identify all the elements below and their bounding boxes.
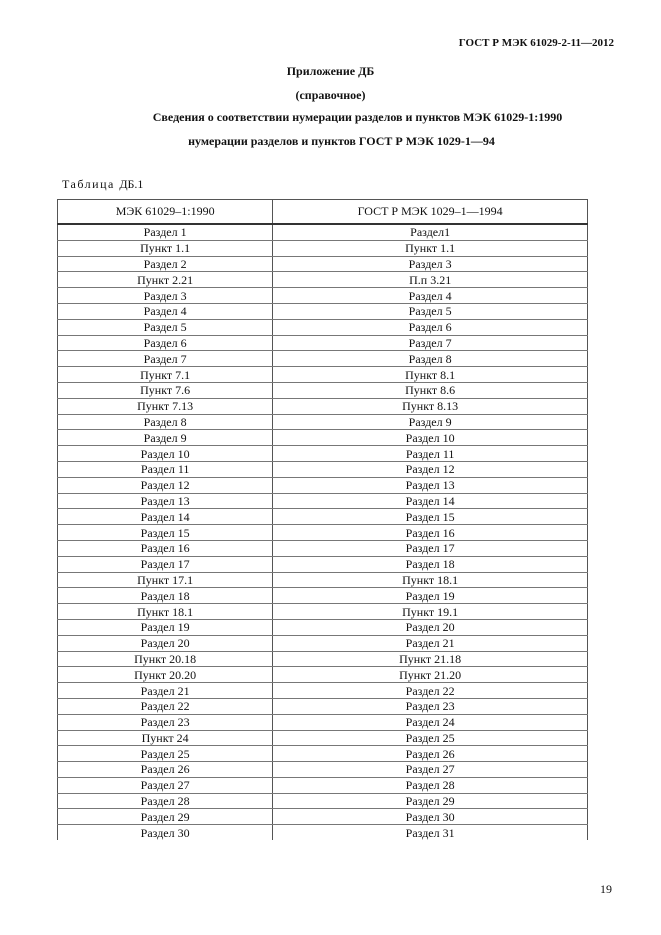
table-row — [58, 588, 588, 604]
table-row — [58, 556, 588, 572]
cell-iec-section: Раздел 16 — [58, 540, 273, 556]
cell-iec-section: Пункт 17.1 — [58, 572, 273, 588]
cell-gost-section: Раздел 6 — [273, 319, 588, 335]
table-row — [58, 256, 588, 272]
cell-gost-section: Раздел 16 — [273, 525, 588, 541]
cell-iec-section: Раздел 6 — [58, 335, 273, 351]
table-row — [58, 525, 588, 541]
table-row — [58, 493, 588, 509]
cell-gost-section: Раздел 28 — [273, 777, 588, 793]
appendix-title: Приложение ДБ — [286, 64, 375, 78]
cell-iec-section: Раздел 18 — [58, 588, 273, 604]
cell-iec-section: Раздел 28 — [58, 793, 273, 809]
cell-gost-section: Раздел 3 — [273, 256, 588, 272]
cell-gost-section: Раздел 7 — [273, 335, 588, 351]
table-row — [58, 240, 588, 256]
cell-gost-section: Пункт 19.1 — [273, 604, 588, 620]
table-row — [58, 809, 588, 825]
cell-iec-section: Раздел 17 — [58, 556, 273, 572]
table-row — [58, 303, 588, 319]
table-row — [58, 224, 588, 240]
cell-iec-section: Раздел 15 — [58, 525, 273, 541]
cell-iec-section: Раздел 20 — [58, 635, 273, 651]
table-row — [58, 572, 588, 588]
cell-gost-section: Раздел 25 — [273, 730, 588, 746]
table-row — [58, 635, 588, 651]
cell-gost-section: Пункт 21.20 — [273, 667, 588, 683]
cell-iec-section: Раздел 22 — [58, 698, 273, 714]
table-row — [58, 288, 588, 304]
cell-gost-section: П.п 3.21 — [273, 272, 588, 288]
cell-iec-section: Раздел 2 — [58, 256, 273, 272]
cell-iec-section: Пункт 2.21 — [58, 272, 273, 288]
cell-gost-section: Раздел 10 — [273, 430, 588, 446]
cell-gost-section: Раздел 9 — [273, 414, 588, 430]
appendix-type: (справочное) — [295, 88, 366, 102]
cell-gost-section: Раздел 19 — [273, 588, 588, 604]
cell-iec-section: Раздел 23 — [58, 714, 273, 730]
cell-iec-section: Раздел 5 — [58, 319, 273, 335]
cell-gost-section: Пункт 8.6 — [273, 382, 588, 398]
table-row — [58, 319, 588, 335]
table-row — [58, 509, 588, 525]
cell-iec-section: Пункт 20.18 — [58, 651, 273, 667]
cell-gost-section: Пункт 8.1 — [273, 367, 588, 383]
cell-iec-section: Раздел 10 — [58, 446, 273, 462]
table-row — [58, 477, 588, 493]
cell-gost-section: Раздел 12 — [273, 461, 588, 477]
cell-gost-section: Раздел 17 — [273, 540, 588, 556]
cell-gost-section: Пункт 18.1 — [273, 572, 588, 588]
cell-iec-section: Пункт 18.1 — [58, 604, 273, 620]
cell-iec-section: Раздел 26 — [58, 762, 273, 778]
table-caption-number: ДБ.1 — [119, 177, 144, 191]
cell-gost-section: Пункт 1.1 — [273, 240, 588, 256]
cell-iec-section: Пункт 7.13 — [58, 398, 273, 414]
heading-line-1: Сведения о соответствии нумерации разделов и пунктов МЭК 61029-1:1990 — [152, 110, 563, 124]
table-row — [58, 714, 588, 730]
table-header-row — [58, 200, 588, 225]
table-row — [58, 382, 588, 398]
cell-gost-section: Раздел 29 — [273, 793, 588, 809]
cell-iec-section: Раздел 13 — [58, 493, 273, 509]
cell-iec-section: Пункт 7.6 — [58, 382, 273, 398]
document-id: ГОСТ Р МЭК 61029-2-11—2012 — [458, 37, 614, 49]
cell-gost-section: Раздел 14 — [273, 493, 588, 509]
table-row — [58, 746, 588, 762]
table-caption — [62, 177, 143, 192]
cell-gost-section: Раздел 22 — [273, 683, 588, 699]
cell-gost-section: Раздел 5 — [273, 303, 588, 319]
table-row — [58, 272, 588, 288]
cell-iec-section: Раздел 11 — [58, 461, 273, 477]
table-row — [58, 619, 588, 635]
table-body — [58, 224, 588, 840]
cell-iec-section: Раздел 8 — [58, 414, 273, 430]
correspondence-table — [57, 199, 588, 840]
cell-gost-section: Раздел 18 — [273, 556, 588, 572]
cell-iec-section: Раздел 25 — [58, 746, 273, 762]
cell-gost-section: Раздел 4 — [273, 288, 588, 304]
cell-iec-section: Раздел 14 — [58, 509, 273, 525]
table-row — [58, 335, 588, 351]
cell-gost-section: Раздел 13 — [273, 477, 588, 493]
table-row — [58, 367, 588, 383]
cell-iec-section: Пункт 7.1 — [58, 367, 273, 383]
cell-gost-section: Раздел 27 — [273, 762, 588, 778]
cell-gost-section: Раздел 21 — [273, 635, 588, 651]
table-row — [58, 398, 588, 414]
cell-iec-section: Пункт 24 — [58, 730, 273, 746]
cell-iec-section: Раздел 29 — [58, 809, 273, 825]
table-row — [58, 430, 588, 446]
cell-gost-section: Пункт 21.18 — [273, 651, 588, 667]
table-row — [58, 446, 588, 462]
table-row — [58, 730, 588, 746]
cell-iec-section: Раздел 3 — [58, 288, 273, 304]
cell-gost-section: Раздел 24 — [273, 714, 588, 730]
cell-iec-section: Раздел 1 — [58, 224, 273, 240]
column-header-gost: ГОСТ Р МЭК 1029–1—1994 — [273, 200, 588, 225]
cell-iec-section: Раздел 27 — [58, 777, 273, 793]
cell-iec-section: Раздел 30 — [58, 825, 273, 840]
table-row — [58, 414, 588, 430]
table-row — [58, 461, 588, 477]
cell-gost-section: Раздел 20 — [273, 619, 588, 635]
cell-gost-section: Раздел 31 — [273, 825, 588, 840]
table-row — [58, 651, 588, 667]
cell-iec-section: Раздел 19 — [58, 619, 273, 635]
heading-line-2: нумерации разделов и пунктов ГОСТ Р МЭК 1029-1—94 — [188, 134, 495, 148]
column-header-iec: МЭК 61029–1:1990 — [58, 200, 273, 225]
page-number: 19 — [600, 882, 612, 896]
cell-iec-section: Пункт 20.20 — [58, 667, 273, 683]
cell-gost-section: Раздел1 — [273, 224, 588, 240]
table-row — [58, 540, 588, 556]
cell-iec-section: Раздел 7 — [58, 351, 273, 367]
cell-gost-section: Раздел 8 — [273, 351, 588, 367]
cell-gost-section: Раздел 30 — [273, 809, 588, 825]
cell-iec-section: Раздел 21 — [58, 683, 273, 699]
cell-gost-section: Раздел 26 — [273, 746, 588, 762]
cell-iec-section: Пункт 1.1 — [58, 240, 273, 256]
cell-iec-section: Раздел 12 — [58, 477, 273, 493]
table-row — [58, 604, 588, 620]
cell-gost-section: Раздел 23 — [273, 698, 588, 714]
table-row — [58, 698, 588, 714]
table-row — [58, 683, 588, 699]
table-row — [58, 793, 588, 809]
cell-gost-section: Пункт 8.13 — [273, 398, 588, 414]
cell-gost-section: Раздел 11 — [273, 446, 588, 462]
table-row — [58, 762, 588, 778]
table-row — [58, 825, 588, 840]
cell-iec-section: Раздел 9 — [58, 430, 273, 446]
cell-gost-section: Раздел 15 — [273, 509, 588, 525]
cell-iec-section: Раздел 4 — [58, 303, 273, 319]
table-row — [58, 667, 588, 683]
table-row — [58, 777, 588, 793]
table-caption-word: Таблица — [62, 177, 115, 191]
table-row — [58, 351, 588, 367]
